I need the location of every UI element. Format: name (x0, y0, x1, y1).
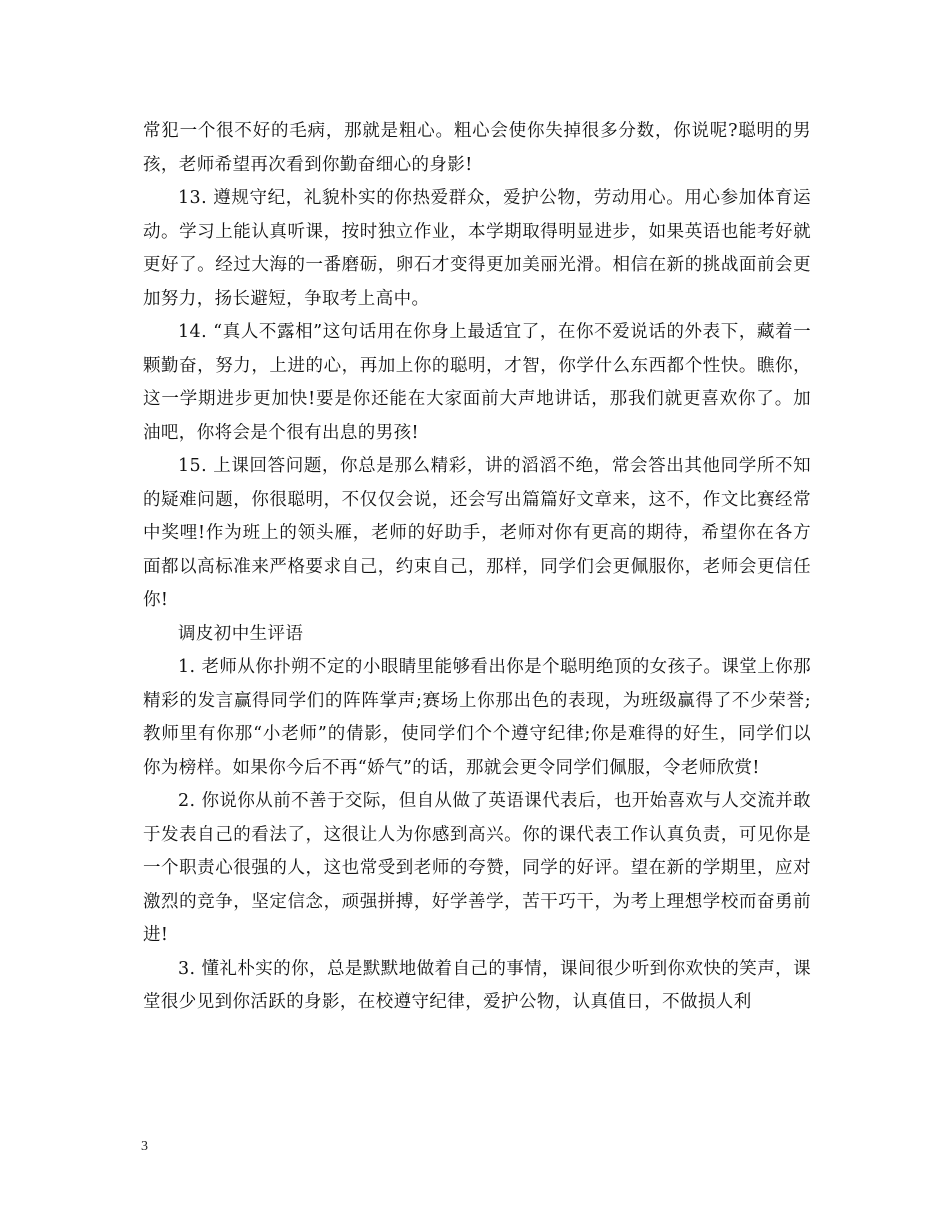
paragraph-1: 1. 老师从你扑朔不定的小眼睛里能够看出你是个聪明绝顶的女孩子。课堂上你那精彩的发言赢得同学们的阵阵掌声;赛场上你那出色的表现，为班级赢得了不少荣誉;教师里有你那“小老师”的倩影，使同学们个个遵守纪律;你是难得的好生，同学们以你为榜样。如果你今后不再“娇气”的话，那就会更令同学们佩服，令老师欣赏! (143, 657, 811, 778)
paragraph-3: 3. 懂礼朴实的你，总是默默地做着自己的事情，课间很少听到你欢快的笑声，课堂很少见到你活跃的身影，在校遵守纪律，爱护公物，认真值日，不做损人利 (143, 958, 811, 1012)
page-number: 3 (141, 1139, 148, 1154)
document-body (143, 115, 811, 1020)
paragraph-13: 13. 遵规守纪，礼貌朴实的你热爱群众，爱护公物，劳动用心。用心参加体育运动。学习上能认真听课，按时独立作业，本学期取得明显进步，如果英语也能考好就更好了。经过大海的一番磨砺，卵石才变得更加美丽光滑。相信在新的挑战面前会更加努力，扬长避短，争取考上高中。 (143, 188, 811, 309)
paragraph-14: 14. “真人不露相”这句话用在你身上最适宜了，在你不爱说话的外表下，藏着一颗勤奋，努力，上进的心，再加上你的聪明，才智，你学什么东西都个性快。瞧你，这一学期进步更加快!要是你还能在大家面前大声地讲话，那我们就更喜欢你了。加油吧，你将会是个很有出息的男孩! (143, 322, 811, 443)
section-heading: 调皮初中生评语 (178, 623, 304, 644)
paragraph-15: 15. 上课回答问题，你总是那么精彩，讲的滔滔不绝，常会答出其他同学所不知的疑难问题，你很聪明，不仅仅会说，还会写出篇篇好文章来，这不，作文比赛经常中奖哩!作为班上的领头雁，老师的好助手，老师对你有更高的期待，希望你在各方面都以高标准来严格要求自己，约束自己，那样，同学们会更佩服你，老师会更信任你! (143, 456, 811, 610)
paragraph-continuation: 常犯一个很不好的毛病，那就是粗心。粗心会使你失掉很多分数，你说呢?聪明的男孩，老师希望再次看到你勤奋细心的身影! (143, 121, 811, 175)
paragraph-2: 2. 你说你从前不善于交际，但自从做了英语课代表后，也开始喜欢与人交流并敢于发表自己的看法了，这很让人为你感到高兴。你的课代表工作认真负责，可见你是一个职责心很强的人，这也常受到老师的夸赞，同学的好评。望在新的学期里，应对激烈的竞争，坚定信念，顽强拼搏，好学善学，苦干巧干，为考上理想学校而奋勇前进! (143, 791, 811, 945)
